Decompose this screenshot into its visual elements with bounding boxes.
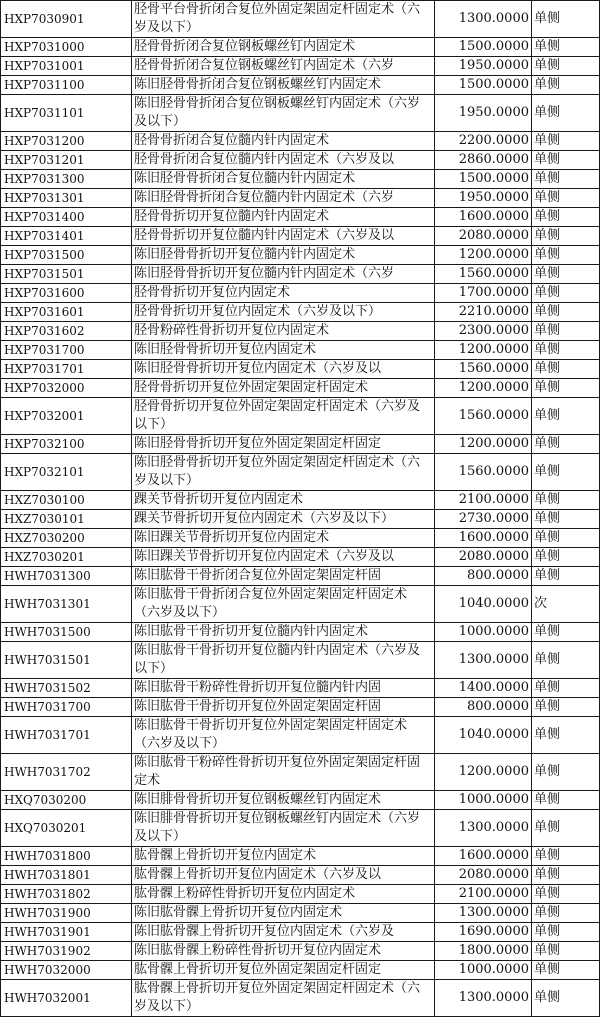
procedure-name: 陈旧肱骨干粉碎性骨折切开复位外固定架固定杆固定术 [132,754,435,791]
procedure-price: 1560.0000 [435,398,532,435]
procedure-name: 陈旧腓骨骨折切开复位钢板螺丝钉内固定术 [132,791,435,810]
charge-unit: 单侧 [532,189,600,208]
procedure-code: HXP7031700 [1,341,132,360]
procedure-code: HWH7032000 [1,961,132,980]
table-row [1,151,600,170]
procedure-price: 1600.0000 [435,847,532,866]
procedure-name: 陈旧踝关节骨折切开复位内固定术（六岁及以 [132,548,435,567]
procedure-name: 胫骨骨折闭合复位钢板螺丝钉内固定术 [132,38,435,57]
table-row [1,698,600,717]
table-row [1,189,600,208]
charge-unit: 单侧 [532,284,600,303]
procedure-name: 肱骨髁上骨折切开复位外固定架固定杆固定 [132,961,435,980]
procedure-code: HXP7031401 [1,227,132,246]
procedure-code: HXP7031601 [1,303,132,322]
procedure-code: HWH7031800 [1,847,132,866]
charge-unit: 单侧 [532,866,600,885]
charge-unit: 单侧 [532,942,600,961]
table-row [1,586,600,623]
procedure-name: 陈旧肱骨干粉碎性骨折切开复位髓内针内固 [132,679,435,698]
charge-unit: 单侧 [532,642,600,679]
table-row [1,679,600,698]
table-row [1,227,600,246]
procedure-code: HXQ7030201 [1,810,132,847]
procedure-name: 胫骨骨折切开复位外固定架固定杆固定术 [132,379,435,398]
procedure-price: 2200.0000 [435,132,532,151]
procedure-price: 2100.0000 [435,491,532,510]
procedure-name: 胫骨骨折闭合复位髓内针内固定术（六岁及以 [132,151,435,170]
procedure-name: 陈旧肱骨干骨折切开复位外固定架固定杆固定术（六岁及以下） [132,717,435,754]
procedure-code: HXP7031000 [1,38,132,57]
procedure-name: 陈旧胫骨骨折切开复位外固定架固定杆固定 [132,435,435,454]
procedure-price: 1200.0000 [435,246,532,265]
procedure-name: 陈旧肱骨髁上骨折切开复位内固定术 [132,904,435,923]
procedure-price: 1700.0000 [435,284,532,303]
charge-unit: 单侧 [532,885,600,904]
charge-unit: 次 [532,586,600,623]
procedure-code: HXP7031400 [1,208,132,227]
table-row [1,265,600,284]
charge-unit: 单侧 [532,623,600,642]
procedure-price: 1000.0000 [435,961,532,980]
procedure-name: 胫骨骨折闭合复位髓内针内固定术 [132,132,435,151]
procedure-price: 1800.0000 [435,942,532,961]
procedure-code: HXP7030901 [1,1,132,38]
procedure-name: 胫骨骨折切开复位内固定术 [132,284,435,303]
procedure-name: 肱骨髁上骨折切开复位内固定术 [132,847,435,866]
procedure-price: 1400.0000 [435,679,532,698]
procedure-code: HWH7031300 [1,567,132,586]
charge-unit: 单侧 [532,38,600,57]
procedure-code: HXP7032001 [1,398,132,435]
procedure-name: 肱骨髁上粉碎性骨折切开复位内固定术 [132,885,435,904]
charge-unit: 单侧 [532,791,600,810]
procedure-name: 陈旧肱骨干骨折切开复位外固定架固定杆固 [132,698,435,717]
procedure-price: 1560.0000 [435,360,532,379]
table-row [1,923,600,942]
procedure-code: HXP7031500 [1,246,132,265]
procedure-code: HWH7031701 [1,717,132,754]
procedure-price: 2730.0000 [435,510,532,529]
procedure-code: HXP7031300 [1,170,132,189]
procedure-code: HWH7031900 [1,904,132,923]
procedure-price: 1000.0000 [435,791,532,810]
procedure-code: HXP7031200 [1,132,132,151]
table-row [1,38,600,57]
table-row [1,303,600,322]
procedure-price: 2210.0000 [435,303,532,322]
procedure-code: HWH7031702 [1,754,132,791]
fee-schedule-body [1,1,600,1017]
charge-unit: 单侧 [532,227,600,246]
procedure-code: HXZ7030201 [1,548,132,567]
table-row [1,491,600,510]
procedure-price: 1950.0000 [435,189,532,208]
procedure-price: 2080.0000 [435,548,532,567]
procedure-code: HWH7031301 [1,586,132,623]
procedure-price: 1300.0000 [435,904,532,923]
procedure-code: HXZ7030101 [1,510,132,529]
charge-unit: 单侧 [532,435,600,454]
table-row [1,322,600,341]
procedure-name: 陈旧胫骨骨折闭合复位髓内针内固定术 [132,170,435,189]
charge-unit: 单侧 [532,567,600,586]
charge-unit: 单侧 [532,904,600,923]
procedure-name: 踝关节骨折切开复位内固定术 [132,491,435,510]
procedure-price: 1200.0000 [435,379,532,398]
procedure-name: 陈旧肱骨干骨折闭合复位外固定架固定杆固定术（六岁及以下） [132,586,435,623]
procedure-code: HWH7031801 [1,866,132,885]
table-row [1,866,600,885]
procedure-name: 胫骨骨折切开复位髓内针内固定术（六岁及以 [132,227,435,246]
charge-unit: 单侧 [532,548,600,567]
procedure-price: 1600.0000 [435,208,532,227]
procedure-code: HXP7031001 [1,57,132,76]
table-row [1,360,600,379]
table-row [1,57,600,76]
charge-unit: 单侧 [532,510,600,529]
charge-unit: 单侧 [532,1,600,38]
procedure-name: 胫骨平台骨折闭合复位外固定架固定杆固定术（六岁及以下） [132,1,435,38]
procedure-price: 1300.0000 [435,810,532,847]
charge-unit: 单侧 [532,810,600,847]
charge-unit: 单侧 [532,322,600,341]
procedure-name: 陈旧胫骨骨折切开复位外固定架固定杆固定术（六岁及以下） [132,454,435,491]
charge-unit: 单侧 [532,341,600,360]
procedure-price: 2100.0000 [435,885,532,904]
charge-unit: 单侧 [532,170,600,189]
procedure-price: 1500.0000 [435,170,532,189]
procedure-price: 800.0000 [435,567,532,586]
table-row [1,642,600,679]
table-row [1,961,600,980]
procedure-name: 陈旧胫骨骨折切开复位内固定术（六岁及以 [132,360,435,379]
charge-unit: 单侧 [532,360,600,379]
procedure-name: 胫骨骨折闭合复位钢板螺丝钉内固定术（六岁 [132,57,435,76]
table-row [1,810,600,847]
procedure-price: 800.0000 [435,698,532,717]
charge-unit: 单侧 [532,132,600,151]
table-row [1,623,600,642]
procedure-code: HWH7031902 [1,942,132,961]
charge-unit: 单侧 [532,57,600,76]
procedure-code: HXP7031501 [1,265,132,284]
procedure-code: HXP7032000 [1,379,132,398]
procedure-code: HXZ7030200 [1,529,132,548]
procedure-price: 1600.0000 [435,529,532,548]
procedure-code: HXP7031701 [1,360,132,379]
charge-unit: 单侧 [532,398,600,435]
procedure-name: 踝关节骨折切开复位内固定术（六岁及以下） [132,510,435,529]
procedure-name: 陈旧胫骨骨折闭合复位钢板螺丝钉内固定术（六岁及以下） [132,95,435,132]
procedure-price: 1690.0000 [435,923,532,942]
procedure-code: HWH7031500 [1,623,132,642]
charge-unit: 单侧 [532,379,600,398]
procedure-code: HWH7031700 [1,698,132,717]
procedure-price: 1560.0000 [435,454,532,491]
procedure-name: 陈旧胫骨骨折切开复位内固定术 [132,341,435,360]
procedure-code: HXP7031600 [1,284,132,303]
procedure-name: 陈旧胫骨骨折切开复位髓内针内固定术 [132,246,435,265]
procedure-price: 1300.0000 [435,1,532,38]
table-row [1,379,600,398]
table-row [1,95,600,132]
charge-unit: 单侧 [532,151,600,170]
charge-unit: 单侧 [532,76,600,95]
charge-unit: 单侧 [532,980,600,1017]
procedure-code: HWH7031502 [1,679,132,698]
charge-unit: 单侧 [532,95,600,132]
procedure-code: HXQ7030200 [1,791,132,810]
table-row [1,847,600,866]
charge-unit: 单侧 [532,679,600,698]
procedure-price: 1560.0000 [435,265,532,284]
table-row [1,454,600,491]
procedure-price: 1950.0000 [435,95,532,132]
procedure-price: 1040.0000 [435,586,532,623]
procedure-price: 2080.0000 [435,866,532,885]
procedure-code: HWH7031501 [1,642,132,679]
procedure-name: 陈旧肱骨干骨折闭合复位外固定架固定杆固 [132,567,435,586]
charge-unit: 单侧 [532,265,600,284]
procedure-name: 肱骨髁上骨折切开复位内固定术（六岁及以 [132,866,435,885]
procedure-name: 陈旧肱骨干骨折切开复位髓内针内固定术（六岁及以下） [132,642,435,679]
procedure-name: 肱骨髁上骨折切开复位外固定架固定杆固定术（六岁及以下） [132,980,435,1017]
table-row [1,1,600,38]
procedure-price: 1200.0000 [435,754,532,791]
procedure-name: 胫骨粉碎性骨折切开复位内固定术 [132,322,435,341]
procedure-code: HXP7031301 [1,189,132,208]
procedure-price: 1200.0000 [435,341,532,360]
charge-unit: 单侧 [532,923,600,942]
procedure-code: HWH7031802 [1,885,132,904]
charge-unit: 单侧 [532,208,600,227]
procedure-name: 陈旧踝关节骨折切开复位内固定术 [132,529,435,548]
procedure-code: HWH7031901 [1,923,132,942]
procedure-price: 1500.0000 [435,76,532,95]
table-row [1,341,600,360]
table-row [1,208,600,227]
table-row [1,170,600,189]
procedure-price: 1040.0000 [435,717,532,754]
procedure-code: HXP7031101 [1,95,132,132]
procedure-price: 1000.0000 [435,623,532,642]
procedure-code: HXP7031201 [1,151,132,170]
procedure-code: HXP7032100 [1,435,132,454]
charge-unit: 单侧 [532,698,600,717]
procedure-name: 陈旧肱骨干骨折切开复位髓内针内固定术 [132,623,435,642]
procedure-price: 2300.0000 [435,322,532,341]
table-row [1,548,600,567]
procedure-price: 1300.0000 [435,980,532,1017]
procedure-name: 胫骨骨折切开复位髓内针内固定术 [132,208,435,227]
procedure-name: 陈旧胫骨骨折切开复位髓内针内固定术（六岁 [132,265,435,284]
procedure-price: 1300.0000 [435,642,532,679]
charge-unit: 单侧 [532,754,600,791]
procedure-name: 陈旧胫骨骨折闭合复位髓内针内固定术（六岁 [132,189,435,208]
procedure-code: HXZ7030100 [1,491,132,510]
procedure-name: 陈旧肱骨髁上粉碎性骨折切开复位内固定术 [132,942,435,961]
procedure-code: HXP7031100 [1,76,132,95]
procedure-name: 胫骨骨折切开复位内固定术（六岁及以下） [132,303,435,322]
procedure-name: 陈旧胫骨骨折闭合复位钢板螺丝钉内固定术 [132,76,435,95]
charge-unit: 单侧 [532,529,600,548]
procedure-name: 陈旧肱骨髁上骨折切开复位内固定术（六岁及 [132,923,435,942]
procedure-name: 陈旧腓骨骨折切开复位钢板螺丝钉内固定术（六岁及以下） [132,810,435,847]
table-row [1,885,600,904]
table-row [1,510,600,529]
procedure-price: 2860.0000 [435,151,532,170]
charge-unit: 单侧 [532,303,600,322]
procedure-code: HXP7031602 [1,322,132,341]
procedure-name: 胫骨骨折切开复位外固定架固定杆固定术（六岁及以下） [132,398,435,435]
charge-unit: 单侧 [532,491,600,510]
table-row [1,246,600,265]
table-row [1,435,600,454]
table-row [1,76,600,95]
table-row [1,398,600,435]
table-row [1,529,600,548]
charge-unit: 单侧 [532,961,600,980]
table-row [1,904,600,923]
procedure-price: 1500.0000 [435,38,532,57]
charge-unit: 单侧 [532,454,600,491]
table-row [1,980,600,1017]
table-row [1,717,600,754]
table-row [1,791,600,810]
table-row [1,942,600,961]
charge-unit: 单侧 [532,246,600,265]
table-row [1,284,600,303]
procedure-code: HXP7032101 [1,454,132,491]
procedure-price: 2080.0000 [435,227,532,246]
procedure-code: HWH7032001 [1,980,132,1017]
table-row [1,754,600,791]
table-row [1,132,600,151]
procedure-price: 1200.0000 [435,435,532,454]
table-row [1,567,600,586]
procedure-price: 1950.0000 [435,57,532,76]
charge-unit: 单侧 [532,847,600,866]
charge-unit: 单侧 [532,717,600,754]
